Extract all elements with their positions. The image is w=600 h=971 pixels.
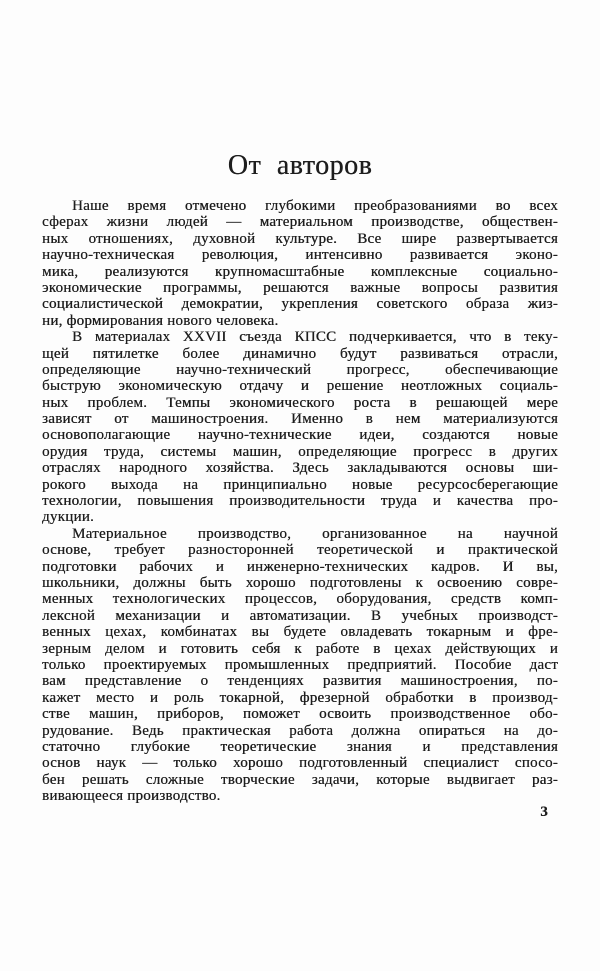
text-line: Материальное производство, организованное на научной [72, 525, 558, 542]
text-line: рудование. Ведь практическая работа должна опираться на до- [42, 722, 558, 739]
text-line: стве машин, приборов, поможет освоить производственное обо- [42, 706, 558, 723]
text-line: социалистической демократии, укрепления советского образа жиз- [42, 296, 558, 313]
text-line: венных цехах, комбинатах вы будете овладевать токарным и фре- [42, 624, 558, 641]
text-line: школьники, должны быть хорошо подготовлены к освоению совре- [42, 574, 558, 591]
text-line: рокого выхода на принципиально новые ресурсосберегающие [42, 476, 558, 493]
text-line: ных отношениях, духовной культуре. Все шире развертывается [42, 230, 558, 247]
text-line: щей пятилетке более динамично будут развиваться отрасли, [42, 345, 558, 362]
text-line: основополагающие научно-технические идеи, создаются новые [42, 427, 558, 444]
text-line: только проектируемых промышленных предприятий. Пособие даст [42, 656, 558, 673]
page-number: 3 [540, 804, 548, 820]
text-line: вам представление о тенденциях развития машиностроения, по- [42, 673, 558, 690]
page-title: От авторов [227, 150, 373, 181]
paragraph [42, 526, 558, 805]
text-line: технологии, повышения производительности труда и качества про- [42, 493, 558, 510]
text-line: Наше время отмечено глубокими преобразованиями во всех [72, 198, 558, 214]
text-line: определяющие научно-технический прогресс, обеспечивающие [42, 361, 558, 378]
text-line: дукции. [42, 509, 95, 526]
text-line: статочно глубокие теоретические знания и представления [42, 738, 558, 755]
text-line: зависят от машиностроения. Именно в нем материализуются [42, 411, 558, 428]
text-line: ни, формирования нового человека. [42, 312, 279, 329]
text-line: сферах жизни людей — материальном производстве, обществен- [42, 214, 558, 231]
text-line: отраслях народного хозяйства. Здесь закладываются основы ши- [42, 460, 558, 477]
text-line: научно-техническая революция, интенсивно развивается эконо- [42, 247, 558, 264]
text-line: бен решать сложные творческие задачи, которые выдвигает раз- [42, 771, 558, 788]
text-line: зерным делом и готовить себя к работе в цехах действующих и [42, 640, 558, 657]
text-line: вивающееся производство. [42, 788, 221, 805]
page-body [42, 198, 558, 804]
text-line: ных проблем. Темпы экономического роста в решающей мере [42, 394, 558, 411]
text-line: быструю экономическую отдачу и решение неотложных социаль- [42, 378, 558, 395]
text-line: кажет место и роль токарной, фрезерной обработки в производ- [42, 689, 558, 706]
paragraph [42, 198, 558, 329]
text-line: подготовки рабочих и инженерно-технических кадров. И вы, [42, 558, 558, 575]
text-line: орудия труда, системы машин, определяющие прогресс в других [42, 443, 558, 460]
text-line: лексной механизации и автоматизации. В учебных производст- [42, 607, 558, 624]
text-line: менных технологических процессов, оборудования, средств комп- [42, 591, 558, 608]
text-line: экономические программы, решаются важные вопросы развития [42, 279, 558, 296]
paragraph [42, 329, 558, 526]
text-line: мика, реализуются крупномасштабные комплексные социально- [42, 263, 558, 280]
text-line: основе, требует разносторонней теоретической и практической [42, 542, 558, 559]
text-line: В материалах XXVII съезда КПСС подчеркивается, что в теку- [72, 329, 558, 346]
text-line: основ наук — только хорошо подготовленный специалист спосо- [42, 755, 558, 772]
